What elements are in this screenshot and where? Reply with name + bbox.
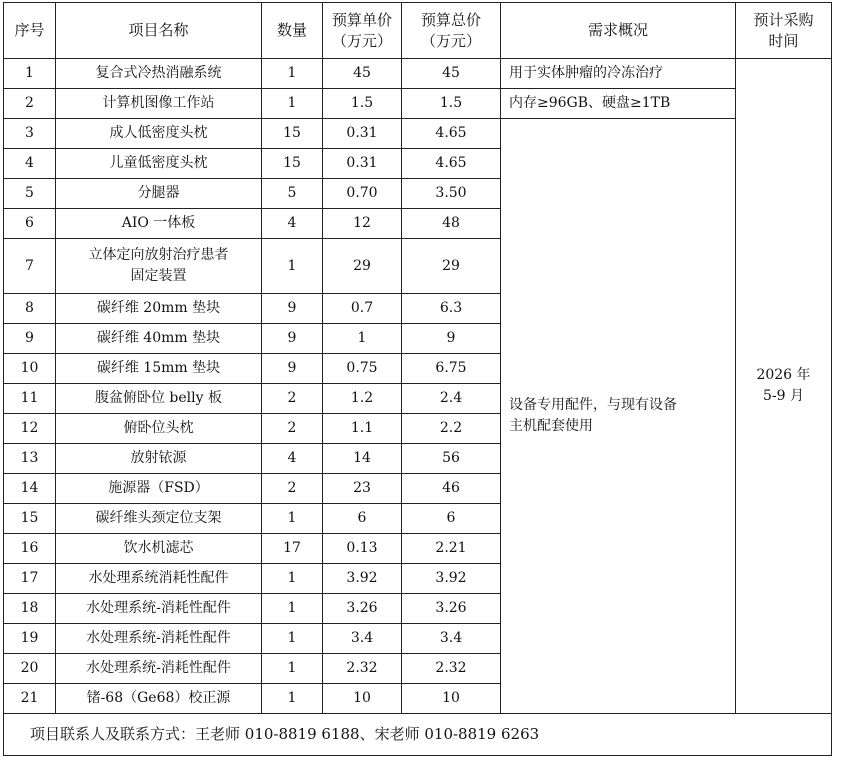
cell-seq: 2: [4, 89, 56, 119]
cell-unit-price: 14: [323, 444, 402, 474]
cell-unit-price: 0.75: [323, 354, 402, 384]
table-row: [4, 119, 832, 149]
cell-name: 成人低密度头枕: [56, 119, 262, 149]
cell-name: 碳纤维 40mm 垫块: [56, 324, 262, 354]
cell-name: 儿童低密度头枕: [56, 149, 262, 179]
cell-name: 水处理系统-消耗性配件: [56, 654, 262, 684]
cell-seq: 21: [4, 684, 56, 714]
header-requirements: 需求概况: [501, 3, 736, 59]
cell-name: 俯卧位头枕: [56, 414, 262, 444]
cell-unit-price: 0.13: [323, 534, 402, 564]
table-row: [4, 89, 832, 119]
cell-unit-price: 1.1: [323, 414, 402, 444]
cell-total-price: 2.21: [402, 534, 501, 564]
cell-name: 饮水机滤芯: [56, 534, 262, 564]
cell-name: 碳纤维 20mm 垫块: [56, 294, 262, 324]
cell-unit-price: 1: [323, 324, 402, 354]
cell-unit-price: 0.70: [323, 179, 402, 209]
cell-name: 水处理系统-消耗性配件: [56, 594, 262, 624]
cell-seq: 19: [4, 624, 56, 654]
cell-qty: 1: [262, 624, 323, 654]
cell-total-price: 29: [402, 239, 501, 294]
cell-total-price: 9: [402, 324, 501, 354]
cell-name: 腹盆俯卧位 belly 板: [56, 384, 262, 414]
cell-qty: 2: [262, 474, 323, 504]
cell-unit-price: 29: [323, 239, 402, 294]
cell-total-price: 3.92: [402, 564, 501, 594]
cell-qty: 9: [262, 354, 323, 384]
cell-total-price: 3.4: [402, 624, 501, 654]
cell-total-price: 46: [402, 474, 501, 504]
cell-name: 计算机图像工作站: [56, 89, 262, 119]
cell-total-price: 4.65: [402, 149, 501, 179]
cell-unit-price: 12: [323, 209, 402, 239]
cell-unit-price: 6: [323, 504, 402, 534]
cell-total-price: 4.65: [402, 119, 501, 149]
cell-seq: 3: [4, 119, 56, 149]
cell-qty: 2: [262, 384, 323, 414]
cell-name: 碳纤维头颈定位支架: [56, 504, 262, 534]
cell-total-price: 3.26: [402, 594, 501, 624]
header-unit-price: 预算单价 （万元）: [323, 3, 402, 59]
cell-seq: 6: [4, 209, 56, 239]
cell-name: 立体定向放射治疗患者 固定装置: [56, 239, 262, 294]
cell-unit-price: 0.7: [323, 294, 402, 324]
cell-name: 施源器（FSD）: [56, 474, 262, 504]
cell-qty: 1: [262, 564, 323, 594]
cell-total-price: 2.32: [402, 654, 501, 684]
cell-total-price: 3.50: [402, 179, 501, 209]
cell-seq: 20: [4, 654, 56, 684]
cell-qty: 1: [262, 239, 323, 294]
cell-seq: 1: [4, 59, 56, 89]
cell-total-price: 2.4: [402, 384, 501, 414]
cell-unit-price: 3.26: [323, 594, 402, 624]
cell-unit-price: 3.92: [323, 564, 402, 594]
cell-seq: 10: [4, 354, 56, 384]
cell-total-price: 6: [402, 504, 501, 534]
cell-qty: 1: [262, 594, 323, 624]
cell-name: 复合式冷热消融系统: [56, 59, 262, 89]
header-total-price: 预算总价 （万元）: [402, 3, 501, 59]
cell-seq: 17: [4, 564, 56, 594]
header-seq: 序号: [4, 3, 56, 59]
cell-seq: 14: [4, 474, 56, 504]
cell-name: 水处理系统消耗性配件: [56, 564, 262, 594]
header-row: [4, 3, 832, 59]
cell-unit-price: 1.2: [323, 384, 402, 414]
cell-total-price: 56: [402, 444, 501, 474]
cell-unit-price: 10: [323, 684, 402, 714]
cell-qty: 15: [262, 119, 323, 149]
cell-name: 放射铱源: [56, 444, 262, 474]
table-row: [4, 59, 832, 89]
cell-qty: 1: [262, 59, 323, 89]
header-name: 项目名称: [56, 3, 262, 59]
cell-qty: 9: [262, 294, 323, 324]
cell-seq: 4: [4, 149, 56, 179]
cell-qty: 15: [262, 149, 323, 179]
cell-total-price: 6.3: [402, 294, 501, 324]
cell-qty: 4: [262, 444, 323, 474]
cell-seq: 5: [4, 179, 56, 209]
cell-seq: 7: [4, 239, 56, 294]
cell-qty: 9: [262, 324, 323, 354]
cell-name: 水处理系统-消耗性配件: [56, 624, 262, 654]
cell-name: 分腿器: [56, 179, 262, 209]
cell-qty: 1: [262, 504, 323, 534]
cell-qty: 2: [262, 414, 323, 444]
cell-unit-price: 23: [323, 474, 402, 504]
cell-seq: 16: [4, 534, 56, 564]
cell-seq: 15: [4, 504, 56, 534]
cell-qty: 4: [262, 209, 323, 239]
cell-seq: 12: [4, 414, 56, 444]
cell-seq: 11: [4, 384, 56, 414]
cell-requirement: 用于实体肿瘤的冷冻治疗: [501, 59, 736, 89]
cell-requirement: 内存≥96GB、硬盘≥1TB: [501, 89, 736, 119]
cell-qty: 1: [262, 684, 323, 714]
cell-total-price: 45: [402, 59, 501, 89]
footer-row: [4, 714, 832, 756]
cell-total-price: 6.75: [402, 354, 501, 384]
procurement-table: [3, 2, 832, 756]
cell-qty: 1: [262, 89, 323, 119]
cell-total-price: 1.5: [402, 89, 501, 119]
cell-name: AIO 一体板: [56, 209, 262, 239]
header-procurement-time: 预计采购 时间: [736, 3, 832, 59]
cell-total-price: 10: [402, 684, 501, 714]
cell-unit-price: 3.4: [323, 624, 402, 654]
cell-unit-price: 45: [323, 59, 402, 89]
cell-seq: 13: [4, 444, 56, 474]
cell-name: 锗-68（Ge68）校正源: [56, 684, 262, 714]
contact-info: 项目联系人及联系方式：王老师 010-8819 6188、宋老师 010-8819 6263: [4, 714, 832, 756]
cell-seq: 9: [4, 324, 56, 354]
cell-unit-price: 1.5: [323, 89, 402, 119]
cell-qty: 17: [262, 534, 323, 564]
cell-qty: 5: [262, 179, 323, 209]
cell-total-price: 48: [402, 209, 501, 239]
header-qty: 数量: [262, 3, 323, 59]
cell-qty: 1: [262, 654, 323, 684]
cell-unit-price: 0.31: [323, 119, 402, 149]
cell-seq: 18: [4, 594, 56, 624]
cell-seq: 8: [4, 294, 56, 324]
cell-requirement-shared: 设备专用配件，与现有设备 主机配套使用: [501, 119, 736, 714]
cell-procurement-time: 2026 年 5-9 月: [736, 59, 832, 714]
cell-name: 碳纤维 15mm 垫块: [56, 354, 262, 384]
cell-total-price: 2.2: [402, 414, 501, 444]
cell-unit-price: 0.31: [323, 149, 402, 179]
cell-unit-price: 2.32: [323, 654, 402, 684]
